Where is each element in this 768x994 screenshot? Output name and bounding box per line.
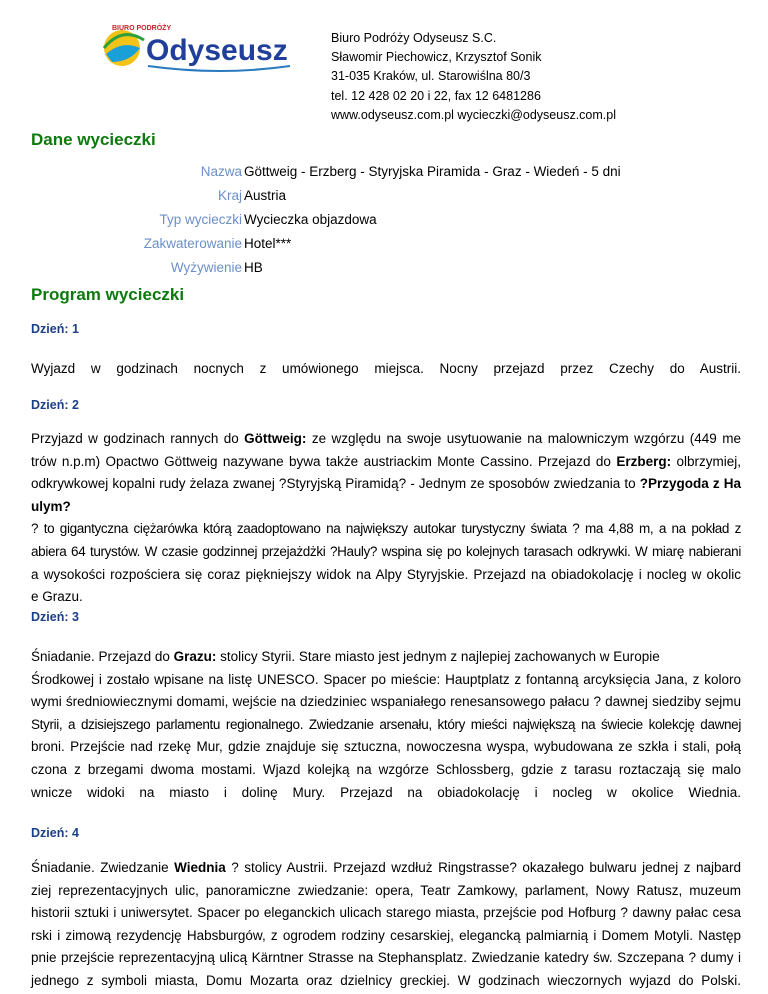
day-label-3: Dzień: 3 (31, 610, 79, 624)
field-zakwaterowanie (0, 236, 768, 254)
field-nazwa (0, 164, 768, 182)
day-line: rski i zimową rezydencję Habsburgów, z ogrodem rodziny cesarskiej, elegancką palmiarnią i Domem Motyli. Następ (31, 927, 741, 943)
field-wyzywienie (0, 260, 768, 278)
bold-place-name: Erzberg: (616, 453, 672, 469)
day-line: jednego z symboli miasta, Domu Mozarta oraz dzielnicy greckiej. W godzinach wieczornych wyjazd do Polski. (31, 972, 741, 988)
logo-wordmark: Odyseusz (146, 34, 288, 67)
field-value: Austria (244, 188, 287, 203)
day-text-4 (31, 857, 741, 993)
company-phone: tel. 12 428 02 20 i 22, fax 12 6481286 (331, 88, 541, 103)
field-typ (0, 212, 768, 230)
day-line: Śniadanie. Zwiedzanie Wiednia ? stolicy Austrii. Przejazd wzdłuż Ringstrasse? okazałego bulwaru jednej z najbard (31, 860, 741, 875)
field-label: Zakwaterowanie (143, 236, 242, 251)
day-line (31, 496, 741, 519)
day-line: Śniadanie. Przejazd do Grazu: stolicy Styrii. Stare miasto jest jednym z najlepiej zachowanych w Europie (31, 649, 660, 664)
day-label-1: Dzień: 1 (31, 322, 79, 336)
day-line: historii sztuki i uniwersytet. Spacer po eleganckich ulicach starego miasta, przejście pod Hofburg ? dawny pałac cesa (31, 905, 741, 921)
company-info (331, 29, 616, 125)
bold-place-name: ulym? (31, 498, 71, 514)
company-logo (100, 18, 300, 78)
day-label-2: Dzień: 2 (31, 398, 79, 412)
day-line: abiera 64 turystów. W czasie godzinnej przejażdżki ?Hauly? wspina się po kolejnych tarasach odkrywki. W miarę nabierani (31, 543, 741, 559)
section-title-dane: Dane wycieczki (31, 130, 156, 149)
bold-place-name: Göttweig: (244, 431, 307, 446)
day-line: Wyjazd w godzinach nocnych z umówionego miejsca. Nocny przejazd przez Czechy do Austrii. (31, 361, 741, 376)
day-line: wymi średniowiecznymi domami, wejście na dziedziniec wspaniałego renesansowego pałacu ? dawnej siedziby sejmu (31, 694, 741, 710)
day-line: czona z brzegami dwoma mostami. Wjazd kolejką na wzgórze Schlossberg, gdzie z tarasu roztaczają się malo (31, 761, 741, 777)
day-text-3 (31, 646, 741, 804)
bold-place-name: Wiednia (174, 860, 226, 875)
day-text-2 (31, 428, 741, 609)
day-text-1 (31, 358, 741, 381)
field-label: Nazwa (200, 164, 242, 179)
day-line: ziej reprezentacyjnych ulic, panoramiczne zwiedzanie: opera, Teatr Zamkowy, parlament, Nowy Ratusz, muzeum (31, 882, 741, 898)
day-line: wnicze widoki na miasto i dolinę Mury. Przejazd na obiadokolację i nocleg w okolice Wiednia. (31, 784, 741, 800)
field-label: Wyżywienie (170, 260, 242, 275)
field-label: Typ wycieczki (159, 212, 242, 227)
day-line: trów n.p.m) Opactwo Göttweig nazywane bywa także austriackim Monte Cassino. Przejazd do Erzberg: olbrzymiej, (31, 453, 741, 469)
day-line: e Grazu. (31, 589, 83, 605)
day-line: a wysokości rozpościera się coraz piękniejszy widok na Alpy Styryjskie. Przejazd na obiadokolację i nocleg w okolic (31, 566, 741, 582)
company-web-email[interactable]: www.odyseusz.com.pl wycieczki@odyseusz.com.pl (331, 107, 617, 122)
day-line: Środkowej i zostało wpisane na listę UNESCO. Spacer po mieście: Hauptplatz z fontanną arcyksięcia Jana, z koloro (31, 671, 741, 687)
day-label-4: Dzień: 4 (31, 826, 79, 840)
field-value: Wycieczka objazdowa (244, 212, 377, 227)
company-owners: Sławomir Piechowicz, Krzysztof Sonik (331, 50, 542, 65)
day-line: broni. Przejście nad rzekę Mur, gdzie znajduje się sztuczna, nowoczesna wyspa, wybudowana ze szkła i stali, połą (31, 739, 741, 755)
day-line: Przyjazd w godzinach rannych do Göttweig: ze względu na swoje usytuowanie na malowniczym wzgórzu (449 me (31, 431, 741, 446)
bold-place-name: Grazu: (173, 649, 217, 664)
logo-arc-text: BIURO PODRÓŻY (112, 25, 172, 32)
day-line: Styrii, a dzisiejszego parlamentu regionalnego. Zwiedzanie arsenału, który mieści największą na świecie kolekcję dawnej (31, 716, 741, 732)
section-title-program: Program wycieczki (31, 285, 185, 304)
day-line: odkrywkowej kopalni rudy żelaza zwanej ?Styryjską Piramidą? - Jednym ze sposobów zwiedzania to ?Przygoda z Ha (31, 476, 741, 492)
company-address: 31-035 Kraków, ul. Starowiślna 80/3 (331, 69, 531, 84)
field-label: Kraj (217, 188, 242, 203)
field-kraj (0, 188, 768, 206)
field-value: HB (244, 260, 263, 275)
company-name: Biuro Podróży Odyseusz S.C. (331, 31, 497, 45)
field-value: Göttweig - Erzberg - Styryjska Piramida - Graz - Wiedeń - 5 dni (244, 164, 621, 179)
day-line: ? to gigantyczna ciężarówka którą zaadoptowano na największy autokar turystyczny świata ? ma 4,88 m, a na pokład z (31, 521, 741, 537)
field-value: Hotel*** (244, 236, 292, 251)
bold-place-name: ?Przygoda z Ha (639, 476, 741, 492)
day-line: pnie przejście reprezentacyjną ulicą Kärntner Strasse na Stephansplatz. Zwiedzanie katedry św. Szczepana ? dumy i (31, 950, 741, 966)
